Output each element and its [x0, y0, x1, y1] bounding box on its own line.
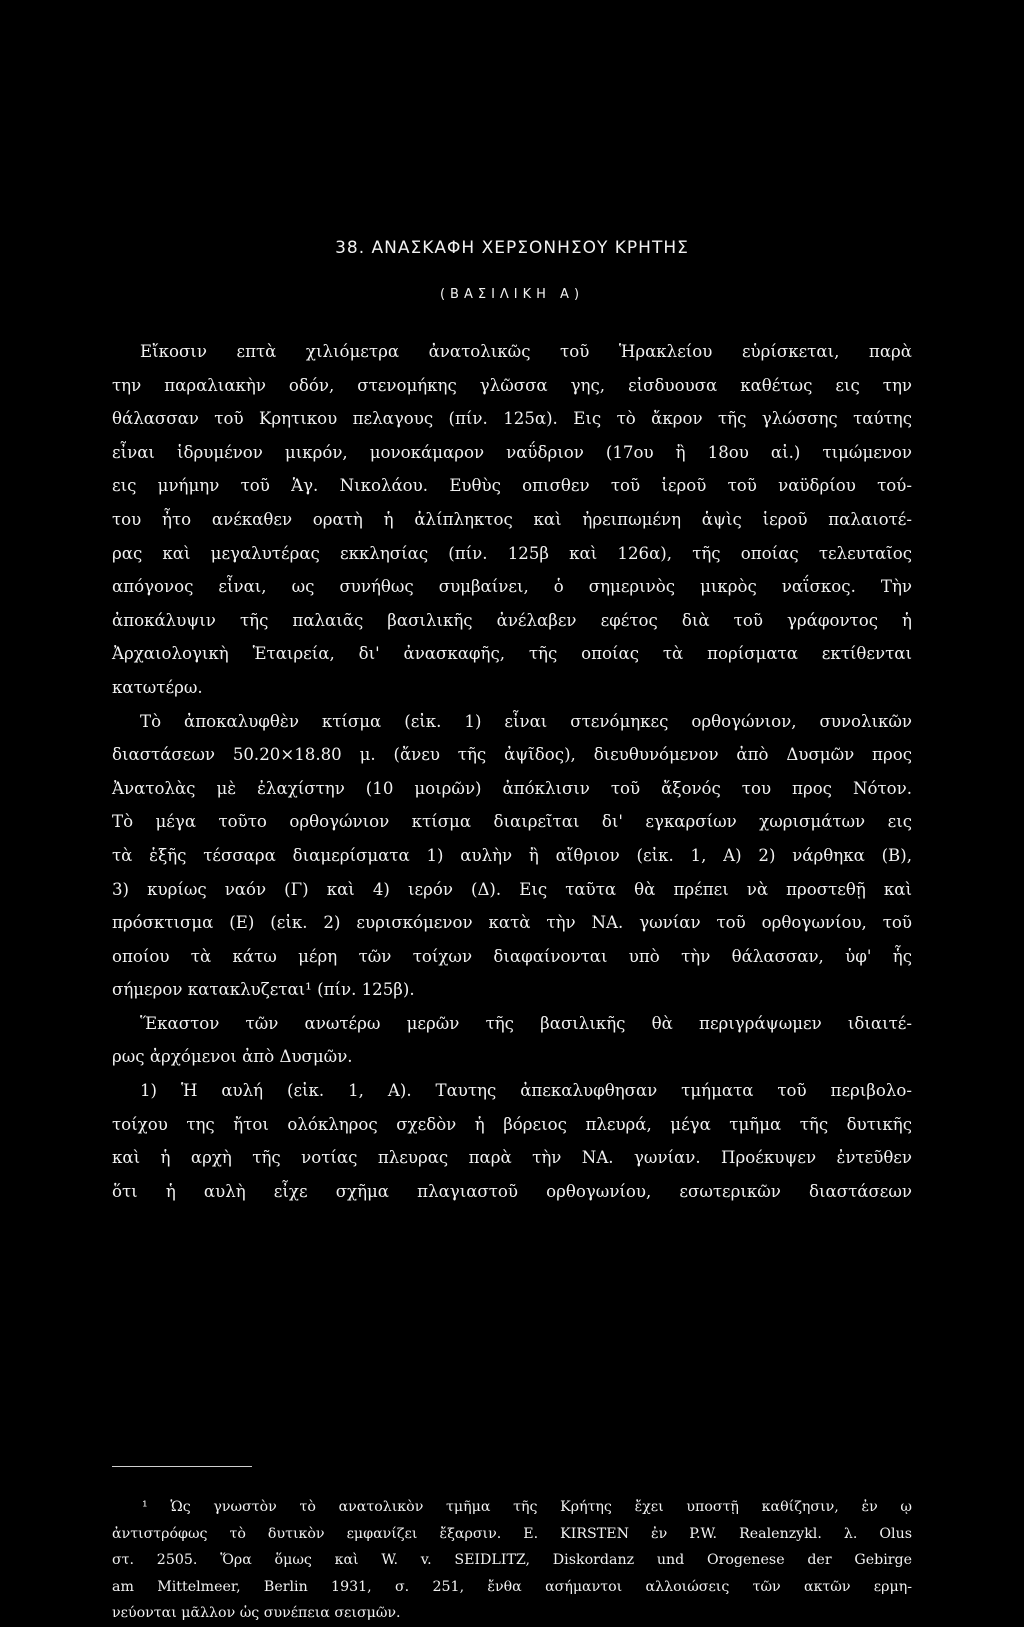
- footnote-text: [112, 1494, 912, 1627]
- footnote-line: ¹ Ὡς γνωστὸν τὸ ανατολικὸν τμῆμα τῆς Κρήτης ἔχει υποστῇ καθίζησιν, ἐν ῳ: [142, 1499, 912, 1515]
- body-line: θάλασσαν τοῦ Κρητικου πελαγους (πίν. 125α). Εις τὸ ἄκρον τῆς γλώσσης ταύτης: [112, 409, 912, 429]
- body-line: την παραλιακὴν οδόν, στενομήκης γλῶσσα γης, εἰσδυουσα καθέτως εις την: [112, 375, 912, 395]
- body-line: 1) Ἡ αυλή (εἰκ. 1, Α). Ταυτης ἀπεκαλυφθησαν τμήματα τοῦ περιβολο-: [140, 1081, 912, 1101]
- footnote-line: am Mittelmeer, Berlin 1931, σ. 251, ἔνθα ασήμαντοι αλλοιώσεις τῶν ακτῶν ερμη-: [112, 1578, 912, 1595]
- body-line: ὅτι ἡ αυλὴ εἶχε σχῆμα πλαγιαστοῦ ορθογωνίου, εσωτερικῶν διαστάσεων: [112, 1181, 912, 1201]
- footnote-separator: [112, 1466, 252, 1467]
- body-line: καὶ ἡ αρχὴ τῆς νοτίας πλευρας παρὰ τὴν ΝΑ. γωνίαν. Προέκυψεν ἐντεῦθεν: [112, 1148, 912, 1168]
- body-line: ρως ἀρχόμενοι ἀπὸ Δυσμῶν.: [112, 1047, 353, 1067]
- body-line: εἶναι ἱδρυμένον μικρόν, μονοκάμαρον ναΰδριον (17ου ἢ 18ου αἰ.) τιμώμενον: [112, 442, 912, 462]
- body-line: ρας καὶ μεγαλυτέρας εκκλησίας (πίν. 125β καὶ 126α), τῆς οποίας τελευταῖος: [112, 543, 912, 563]
- body-line: τὰ ἑξῆς τέσσαρα διαμερίσματα 1) αυλὴν ἢ αἴθριον (εἰκ. 1, Α) 2) νάρθηκα (Β),: [112, 845, 912, 865]
- footnote-line: νεύονται μᾶλλον ὡς συνέπεια σεισμῶν.: [112, 1605, 401, 1621]
- body-line: σήμερον κατακλυζεται¹ (πίν. 125β).: [112, 980, 415, 1000]
- footnote-line: στ. 2505. Ὅρα ὅμως καὶ W. v. SEIDLITZ, Diskordanz und Orogenese der Gebirge: [112, 1552, 912, 1568]
- body-line: του ἦτο ανέκαθεν ορατὴ ἡ ἀλίπληκτος καὶ ἠρειπωμένη ἁψὶς ἱεροῦ παλαιοτέ-: [112, 509, 912, 529]
- body-line: ἀποκάλυψιν τῆς παλαιᾶς βασιλικῆς ἀνέλαβεν εφέτος διὰ τοῦ γράφοντος ἡ: [112, 610, 912, 630]
- body-line: εις μνήμην τοῦ Ἁγ. Νικολάου. Ευθὺς οπισθεν τοῦ ἱεροῦ τοῦ ναϋδρίου τού-: [112, 476, 912, 496]
- body-line: κατωτέρω.: [112, 677, 203, 697]
- footnote-line: ἀντιστρόφως τὸ δυτικὸν εμφανίζει ἔξαρσιν. Ε. KIRSTEN ἐν P.W. Realenzykl. λ. Olus: [112, 1525, 912, 1542]
- page-subheading: (ΒΑΣΙΛΙΚΗ Α): [439, 287, 585, 302]
- body-line: Τὸ ἀποκαλυφθὲν κτίσμα (εἰκ. 1) εἶναι στενόμηκες ορθογώνιον, συνολικῶν: [140, 711, 912, 731]
- body-text: [112, 335, 912, 1208]
- body-line: Τὸ μέγα τοῦτο ορθογώνιον κτίσμα διαιρεῖται δι' εγκαρσίων χωρισμάτων εις: [112, 812, 912, 832]
- body-line: Ἕκαστον τῶν ανωτέρω μερῶν τῆς βασιλικῆς θὰ περιγράψωμεν ιδιαιτέ-: [140, 1013, 912, 1033]
- body-line: οποίου τὰ κάτω μέρη τῶν τοίχων διαφαίνονται υπὸ τὴν θάλασσαν, ὑφ' ἧς: [112, 946, 912, 966]
- body-line: Εἴκοσιν επτὰ χιλιόμετρα ἀνατολικῶς τοῦ Ἡρακλείου εὑρίσκεται, παρὰ: [140, 342, 912, 361]
- page-heading: 38. ΑΝΑΣΚΑΦΗ ΧΕΡΣΟΝΗΣΟΥ ΚΡΗΤΗΣ: [335, 238, 689, 258]
- body-line: Ἀρχαιολογικὴ Ἑταιρεία, δι' ἀνασκαφῆς, τῆς οποίας τὰ πορίσματα εκτίθενται: [112, 644, 912, 664]
- body-line: Ἀνατολὰς μὲ ἐλαχίστην (10 μοιρῶν) ἀπόκλισιν τοῦ ἄξονός του προς Νότον.: [112, 778, 912, 798]
- body-line: διαστάσεων 50.20×18.80 μ. (ἄνευ τῆς ἀψῖδος), διευθυνόμενον ἀπὸ Δυσμῶν προς: [112, 745, 912, 765]
- body-line: 3) κυρίως ναόν (Γ) καὶ 4) ιερόν (Δ). Εις ταῦτα θὰ πρέπει νὰ προστεθῇ καὶ: [112, 879, 912, 899]
- body-line: τοίχου της ἤτοι ολόκληρος σχεδὸν ἡ βόρειος πλευρά, μέγα τμῆμα τῆς δυτικῆς: [112, 1114, 912, 1134]
- body-line: απόγονος εἶναι, ως συνήθως συμβαίνει, ὁ σημερινὸς μικρὸς ναΐσκος. Τὴν: [112, 577, 912, 597]
- body-line: πρόσκτισμα (Ε) (εἰκ. 2) ευρισκόμενον κατὰ τὴν ΝΑ. γωνίαν τοῦ ορθογωνίου, τοῦ: [112, 913, 912, 933]
